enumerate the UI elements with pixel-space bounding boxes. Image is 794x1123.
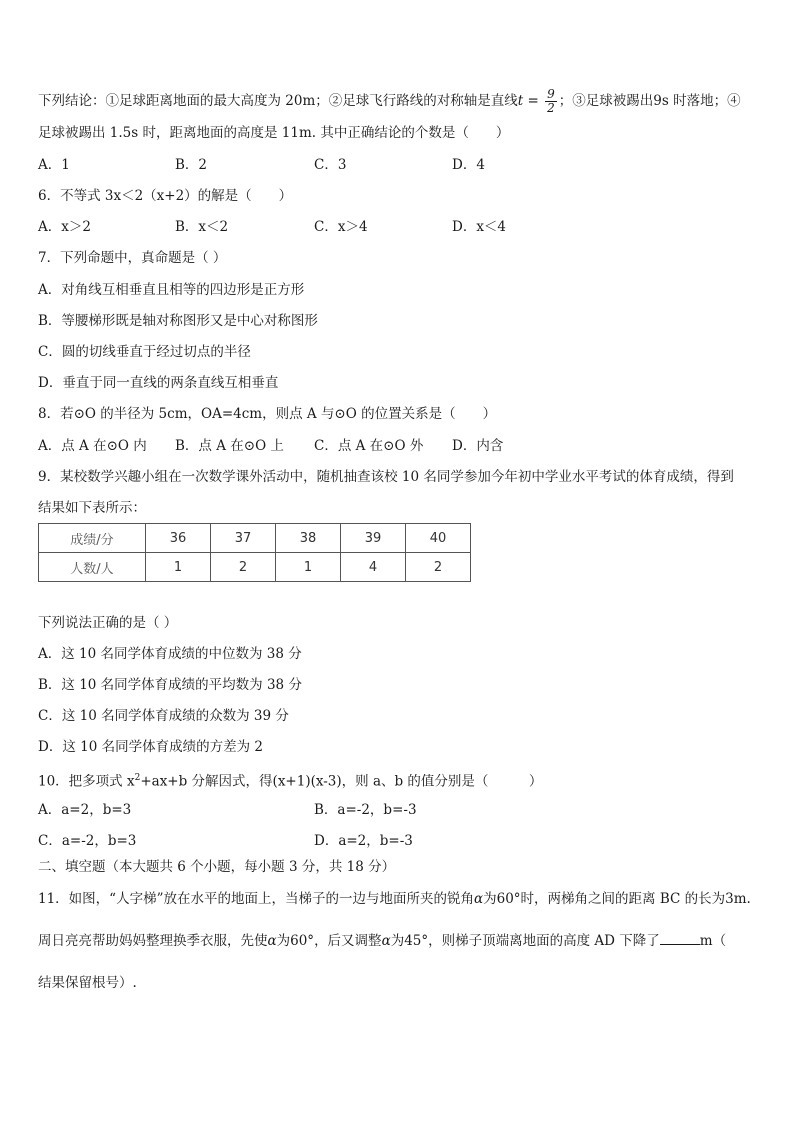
table-cell: 1 xyxy=(276,553,341,582)
table-row-scores xyxy=(39,524,471,553)
table-cell: 37 xyxy=(211,524,276,553)
q9-option-a[interactable]: A．这 10 名同学体育成绩的中位数为 38 分 xyxy=(38,646,302,662)
q8-stem: 8．若⊙O 的半径为 5cm，OA=4cm，则点 A 与⊙O 的位置关系是（ ） xyxy=(38,406,497,422)
q11-line2-text-a: 周日亮亮帮助妈妈整理换季衣服，先使 xyxy=(38,933,268,949)
q7-stem: 7．下列命题中，真命题是（ ） xyxy=(38,250,227,266)
q8-option-b[interactable]: B．点 A 在⊙O 上 xyxy=(175,438,284,454)
q5-option-c[interactable]: C．3 xyxy=(314,157,347,173)
q5-fraction-numerator: 9 xyxy=(547,87,555,101)
q11-line1-text-d: . xyxy=(746,891,751,907)
q10-option-a[interactable]: A．a=2，b=3 xyxy=(38,802,132,818)
q11-angle-60: 60° xyxy=(290,933,315,949)
q11-line1-text-b: 为 xyxy=(483,891,497,907)
q11-line2-text-f: m（ xyxy=(699,933,727,949)
q9-stem-line1: 9．某校数学兴趣小组在一次数学课外活动中，随机抽查该校 10 名同学参加今年初中学业水平考试的体育成绩，得到 xyxy=(38,469,734,485)
q7-option-d[interactable]: D．垂直于同一直线的两条直线互相垂直 xyxy=(38,375,279,391)
q11-line1-text-a: 11．如图，“人字梯”放在水平的地面上，当梯子的一边与地面所夹的锐角 xyxy=(38,891,474,907)
q11-line2-text-d: 为 xyxy=(390,933,405,949)
table-header-count: 人数/人 xyxy=(39,553,146,582)
q11-length: 3m xyxy=(725,891,747,907)
q10-stem-text-a: 10．把多项式 x xyxy=(38,773,135,790)
q9-option-d[interactable]: D．这 10 名同学体育成绩的方差为 2 xyxy=(38,739,263,755)
q11-answer-blank[interactable] xyxy=(660,932,700,945)
q5-line1-text-a: 下列结论：①足球距离地面的最大高度为 20m；②足球飞行路线的对称轴是直线 xyxy=(38,93,518,109)
q10-option-d[interactable]: D．a=2，b=-3 xyxy=(314,833,413,849)
q11-line2-text-c: ，后又调整 xyxy=(314,933,382,949)
q8-option-c[interactable]: C．点 A 在⊙O 外 xyxy=(314,438,424,454)
q7-option-a[interactable]: A．对角线互相垂直且相等的四边形是正方形 xyxy=(38,282,305,298)
table-cell: 40 xyxy=(406,524,471,553)
q5-equals: = xyxy=(523,93,544,109)
q9-question: 下列说法正确的是（ ） xyxy=(38,615,178,631)
q5-line1-text-b: ；③足球被踢出9s 时落地；④ xyxy=(558,93,741,109)
score-table xyxy=(38,523,471,582)
q11-line1-text-c: 时，两梯角之间的距离 BC 的长为 xyxy=(520,891,726,907)
table-cell: 39 xyxy=(341,524,406,553)
q9-stem-line2: 结果如下表所示： xyxy=(38,500,146,516)
q5-variable-t: t xyxy=(517,93,524,109)
q11-angle-60: 60° xyxy=(496,891,521,907)
table-cell: 36 xyxy=(146,524,211,553)
q8-option-a[interactable]: A．点 A 在⊙O 内 xyxy=(38,438,147,454)
section-fill-in-heading: 二、填空题（本大题共 6 个小题，每小题 3 分，共 18 分） xyxy=(38,859,396,875)
q11-alpha: α xyxy=(473,891,484,907)
q7-option-c[interactable]: C．圆的切线垂直于经过切点的半径 xyxy=(38,344,251,360)
q8-option-d[interactable]: D．内含 xyxy=(452,438,504,454)
q10-option-b[interactable]: B．a=-2，b=-3 xyxy=(314,802,417,818)
q11-line2-text-b: 为 xyxy=(276,933,291,949)
q5-conclusions-line1 xyxy=(38,88,741,115)
q10-stem xyxy=(38,769,542,791)
q11-line3: 结果保留根号）. xyxy=(38,975,137,991)
q9-option-b[interactable]: B．这 10 名同学体育成绩的平均数为 38 分 xyxy=(38,677,302,693)
table-cell: 2 xyxy=(211,553,276,582)
q11-line2-text-e: ，则梯子顶端离地面的高度 AD 下降了 xyxy=(428,933,660,949)
q5-option-b[interactable]: B．2 xyxy=(175,157,208,173)
q7-option-b[interactable]: B．等腰梯形既是轴对称图形又是中心对称图形 xyxy=(38,313,318,329)
q6-option-c[interactable]: C．x＞4 xyxy=(314,219,368,235)
table-row-counts xyxy=(39,553,471,582)
table-cell: 4 xyxy=(341,553,406,582)
table-cell: 38 xyxy=(276,524,341,553)
q6-stem: 6．不等式 3x＜2（x+2）的解是（ ） xyxy=(38,188,293,204)
q11-line2 xyxy=(38,932,726,950)
q11-angle-45: 45° xyxy=(404,933,429,949)
q5-fraction xyxy=(545,88,557,115)
q5-option-a[interactable]: A．1 xyxy=(38,157,70,173)
q10-exponent: 2 xyxy=(134,773,141,783)
table-cell: 1 xyxy=(146,553,211,582)
q10-option-c[interactable]: C．a=-2，b=3 xyxy=(38,833,137,849)
q11-alpha: α xyxy=(381,933,391,949)
q9-option-c[interactable]: C．这 10 名同学体育成绩的众数为 39 分 xyxy=(38,708,289,724)
q5-option-d[interactable]: D．4 xyxy=(452,157,485,173)
q10-stem-text-b: +ax+b 分解因式，得(x+1)(x-3)，则 a、b 的值分别是（ ） xyxy=(140,773,543,790)
q6-option-a[interactable]: A．x＞2 xyxy=(38,219,91,235)
table-cell: 2 xyxy=(406,553,471,582)
q11-line1 xyxy=(38,890,751,908)
table-header-score: 成绩/分 xyxy=(39,524,146,553)
q11-alpha: α xyxy=(267,933,277,949)
q6-option-d[interactable]: D．x＜4 xyxy=(452,219,507,235)
q6-option-b[interactable]: B．x＜2 xyxy=(175,219,229,235)
q5-fraction-denominator: 2 xyxy=(547,101,555,115)
q5-conclusions-line2: 足球被踢出 1.5s 时，距离地面的高度是 11m. 其中正确结论的个数是（ ） xyxy=(38,125,510,141)
